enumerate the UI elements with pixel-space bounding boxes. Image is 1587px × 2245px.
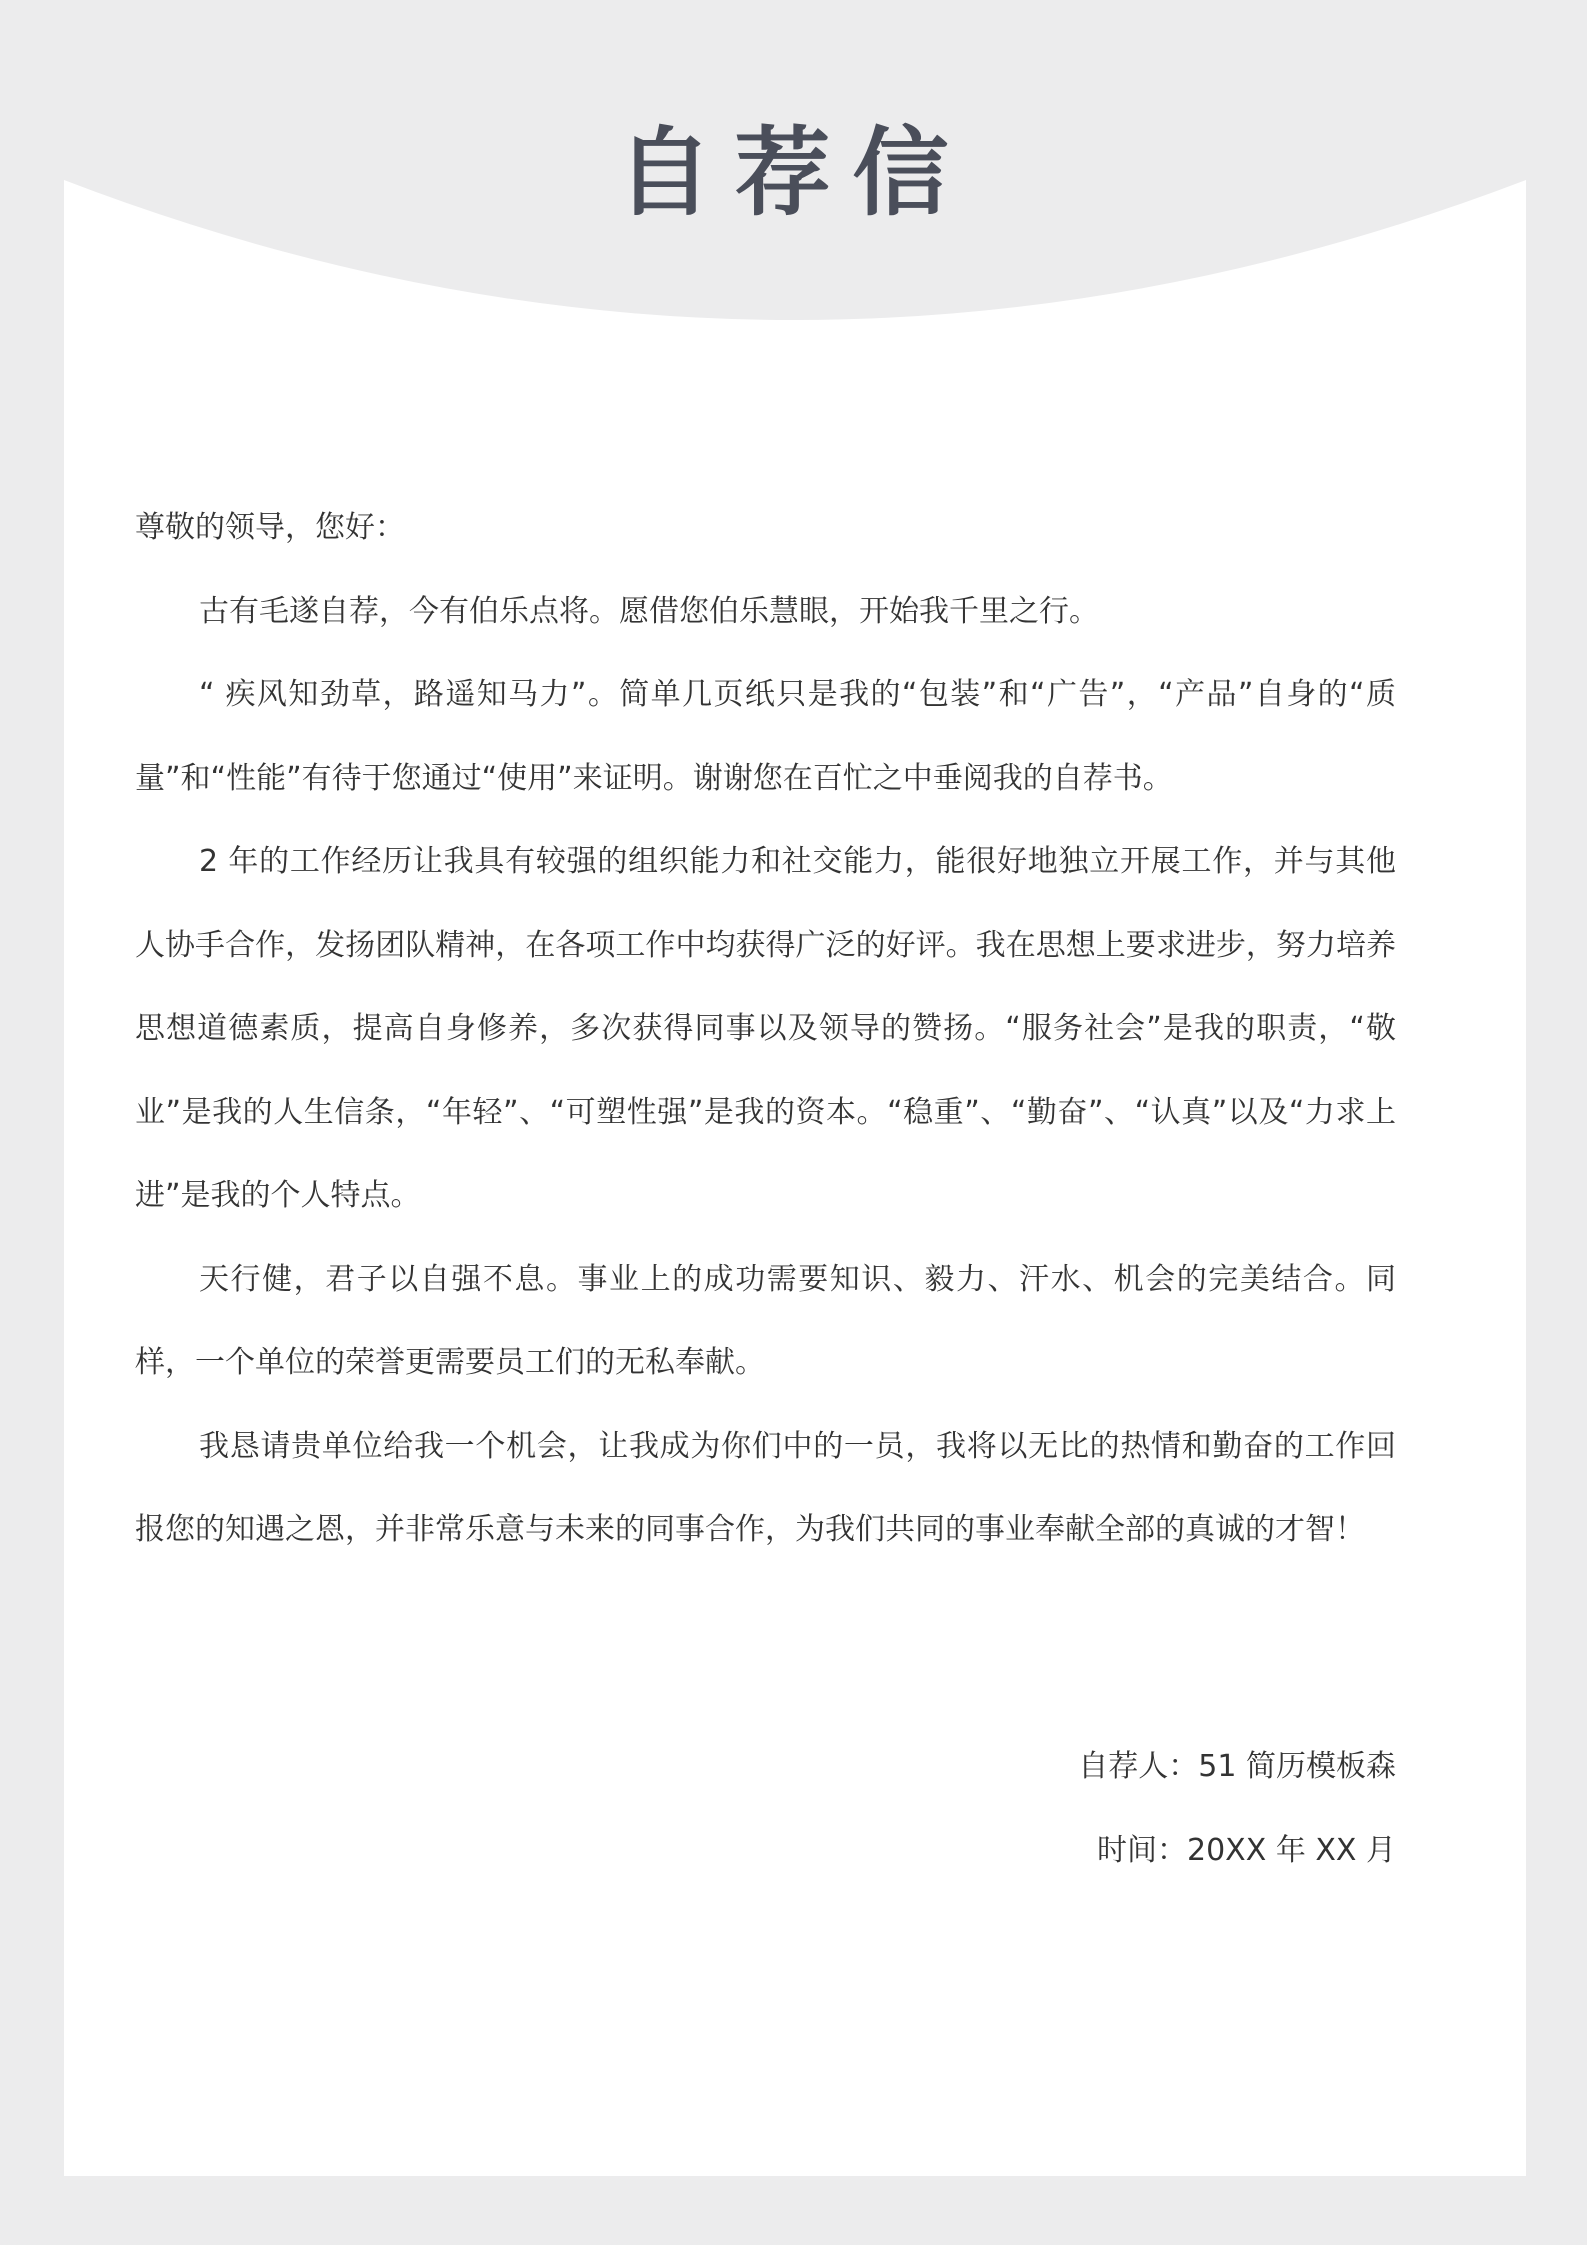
date: 时间：20XX 年 XX 月 [1097, 1832, 1396, 1868]
signoff-block [1078, 1725, 1396, 1892]
greeting: 尊敬的领导，您好： [135, 510, 405, 545]
paragraph-1: 古有毛遂自荐，今有伯乐点将。愿借您伯乐慧眼，开始我千里之行。 [199, 593, 1099, 629]
paragraph-4: 天行健，君子以自强不息。事业上的成功需要知识、毅力、汗水、机会的完美结合。同样，一个单位的荣誉更需要员工们的无私奉献。 [135, 1261, 1396, 1380]
paragraph-2: “ 疾风知劲草，路遥知马力”。简单几页纸只是我的“包装”和“广告”，“产品”自身的“质量”和“性能”有待于您通过“使用”来证明。谢谢您在百忙之中垂阅我的自荐书。 [135, 677, 1396, 796]
paragraph-5: 我恳请贵单位给我一个机会，让我成为你们中的一员，我将以无比的热情和勤奋的工作回报您的知遇之恩，并非常乐意与未来的同事合作，为我们共同的事业奉献全部的真诚的才智！ [135, 1428, 1396, 1547]
signature: 自荐人：51 简历模板森 [1078, 1749, 1396, 1784]
letter-body [135, 486, 1396, 1572]
page-title: 自荐信 [616, 117, 971, 229]
paragraph-3: 2 年的工作经历让我具有较强的组织能力和社交能力，能很好地独立开展工作，并与其他人协手合作，发扬团队精神，在各项工作中均获得广泛的好评。我在思想上要求进步，努力培养思想道德素质，提高自身修养，多次获得同事以及领导的赞扬。“服务社会”是我的职责，“敬业”是我的人生信条，“年轻”、“可塑性强”是我的资本。“稳重”、“勤奋”、“认真”以及“力求上进”是我的个人特点。 [135, 844, 1396, 1213]
